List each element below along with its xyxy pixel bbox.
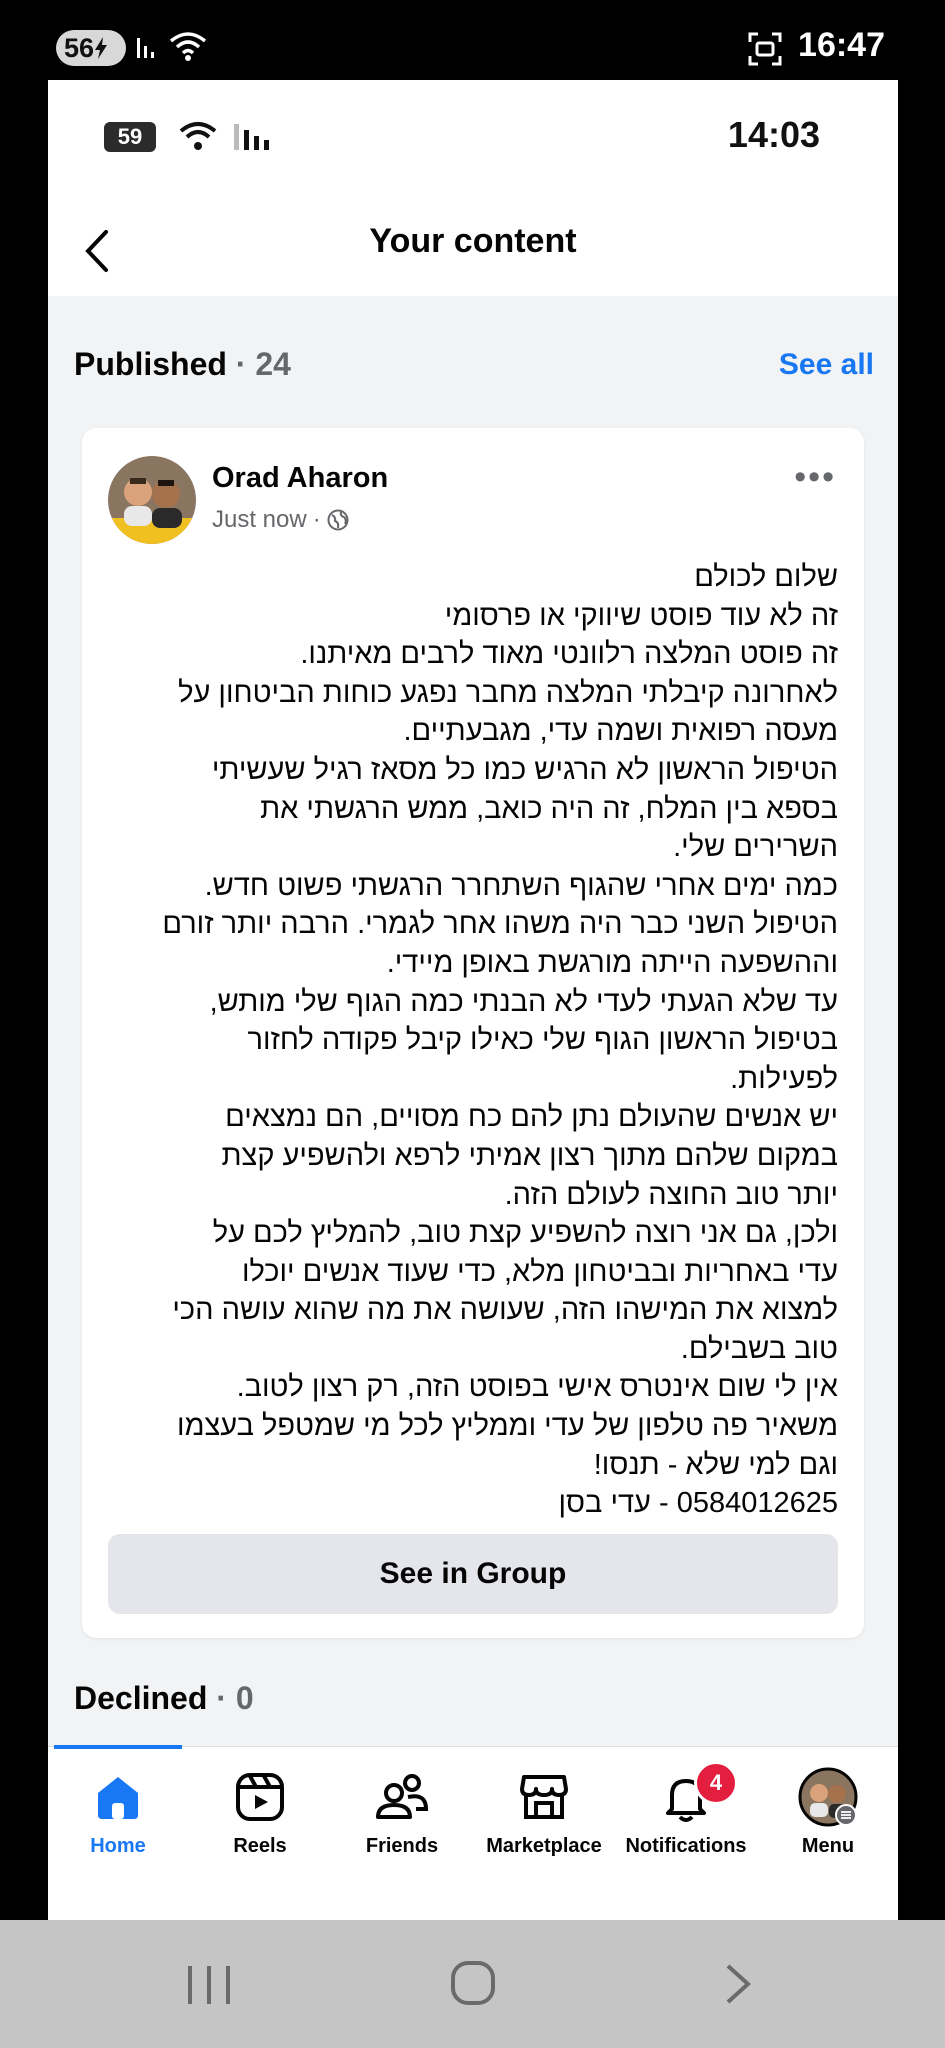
- post-line: הטיפול הראשון לא הרגיש כמו כל מסאז רגיל שעשיתי: [211, 753, 838, 786]
- inner-signal-icon: [234, 122, 274, 152]
- declined-count: 0: [235, 1680, 254, 1716]
- avatar-photo-icon: [108, 456, 196, 544]
- post-line: שלום לכולם: [694, 561, 838, 593]
- tab-menu-label: Menu: [801, 1835, 855, 1857]
- author-avatar[interactable]: [108, 456, 196, 544]
- post-line: 0584012625 - עדי בסן: [558, 1487, 838, 1520]
- post-line: טוב בשבילם.: [680, 1332, 838, 1365]
- post-line: משאיר פה טלפון של עדי וממליץ לכל מי שמטפל בעצמו: [177, 1410, 838, 1443]
- post-line: זה פוסט המלצה רלוונטי מאוד לרבים מאיתנו.: [300, 638, 838, 671]
- post-line: מעסה רפואית ושמה עדי, מגבעתיים.: [403, 715, 838, 748]
- post-line: לפעילות.: [730, 1062, 838, 1095]
- page-title: Your content: [369, 222, 577, 260]
- home-icon: [48, 1765, 188, 1829]
- post-line: השרירים שלי.: [673, 831, 838, 864]
- post-line: ולכן, גם אני רוצה להשפיע קצת טוב, להמליץ לכם על: [212, 1217, 838, 1250]
- post-line: עדי באחריות ובביטחון מלא, כדי שעוד אנשים יוכלו: [241, 1255, 838, 1288]
- page-header: [48, 200, 898, 297]
- back-nav-icon[interactable]: [722, 1962, 754, 2006]
- inner-clock: 14:03: [727, 114, 820, 155]
- inner-battery-indicator: 59: [104, 122, 156, 152]
- post-line: במקום שלהם מתוך רצון אמיתי לרפא ולהשפיע קצת: [221, 1139, 838, 1172]
- tab-notifications-label: Notifications: [625, 1835, 747, 1857]
- inner-wifi-icon: [178, 120, 218, 152]
- app-screen: [48, 80, 898, 1920]
- post-line: עד שלא הגעתי לעדי לא הבנתי כמה הגוף שלי מותש,: [209, 985, 838, 1018]
- post-line: וגם למי שלא - תנסו!: [593, 1448, 838, 1481]
- battery-indicator: 56: [56, 30, 126, 66]
- tab-reels-label: Reels: [233, 1835, 287, 1857]
- app-status-bar: [48, 80, 898, 190]
- declined-heading: [74, 1680, 254, 1717]
- tab-friends-label: Friends: [365, 1835, 439, 1857]
- post-line: כמה ימים אחרי שהגוף השתחרר הרגשתי פשוט חדש.: [204, 869, 838, 902]
- post-line: לאחרונה קיבלתי המלצה מחבר נפגע כוחות הביטחון על: [178, 676, 838, 709]
- post-time: Just now: [212, 506, 307, 533]
- more-options-icon[interactable]: •••: [794, 458, 836, 496]
- post-line: יש אנשים שהעולם נתן להם כח מסויים, הם נמצאים: [225, 1101, 838, 1134]
- tab-reels[interactable]: [190, 1765, 330, 1875]
- screen-capture-icon: [748, 32, 782, 66]
- post-line: אין לי שום אינטרס אישי בפוסט הזה, רק רצון לטוב.: [236, 1371, 838, 1404]
- published-label: Published: [74, 346, 227, 382]
- bottom-tab-bar: [48, 1746, 898, 1920]
- notification-badge: 4: [694, 1761, 738, 1805]
- active-tab-indicator: [54, 1745, 182, 1749]
- tab-home[interactable]: [48, 1765, 188, 1875]
- menu-avatar-icon: [758, 1765, 898, 1829]
- post-author[interactable]: Orad Aharon: [212, 462, 389, 494]
- content-area[interactable]: [48, 296, 898, 1746]
- post-line: בספא בין המלח, זה היה כואב, ממש הרגשתי את: [260, 792, 838, 825]
- wifi-icon: [168, 30, 208, 62]
- globe-icon: [327, 509, 349, 531]
- post-line: בטיפול הראשון הגוף שלי כאילו קיבל פקודה לחזור: [247, 1024, 838, 1057]
- post-card: [82, 428, 864, 1638]
- tab-marketplace[interactable]: [474, 1765, 614, 1875]
- reels-icon: [190, 1765, 330, 1829]
- marketplace-icon: [474, 1765, 614, 1829]
- post-line: זה לא עוד פוסט שיווקי או פרסומי: [444, 599, 838, 632]
- system-clock: 16:47: [798, 26, 885, 64]
- tab-marketplace-label: Marketplace: [486, 1835, 602, 1857]
- recent-apps-icon[interactable]: [186, 1964, 232, 2006]
- published-section-header: [74, 346, 874, 396]
- declined-separator: ·: [207, 1680, 236, 1716]
- tab-friends[interactable]: [332, 1765, 472, 1875]
- published-heading: [74, 346, 291, 383]
- charging-icon: [94, 37, 108, 59]
- published-count: 24: [255, 346, 291, 382]
- post-meta: [212, 506, 349, 534]
- post-body: [108, 558, 838, 1523]
- post-line: הטיפול השני כבר היה משהו אחר לגמרי. הרבה יותר זורם: [162, 908, 838, 941]
- home-button-icon[interactable]: [450, 1960, 496, 2006]
- published-separator: ·: [226, 346, 256, 382]
- meta-separator: ·: [312, 506, 321, 533]
- post-line: יותר טוב החוצה לעולם הזה.: [504, 1178, 838, 1211]
- post-line: למצוא את המישהו הזה, שעושה את מה שהוא עושה הכי: [172, 1294, 838, 1327]
- post-line: וההשפעה הייתה מורגשת באופן מיידי.: [386, 946, 838, 979]
- see-all-link[interactable]: See all: [778, 348, 874, 381]
- system-status-bar: [0, 0, 945, 80]
- system-navigation-bar: [0, 1920, 945, 2048]
- tab-home-label: Home: [90, 1835, 146, 1857]
- bell-icon: [616, 1765, 756, 1829]
- friends-icon: [332, 1765, 472, 1829]
- see-in-group-button[interactable]: See in Group: [108, 1534, 838, 1614]
- signal-icon: [136, 34, 162, 60]
- tab-menu[interactable]: [758, 1765, 898, 1875]
- tab-notifications[interactable]: [616, 1765, 756, 1875]
- declined-label: Declined: [74, 1680, 208, 1716]
